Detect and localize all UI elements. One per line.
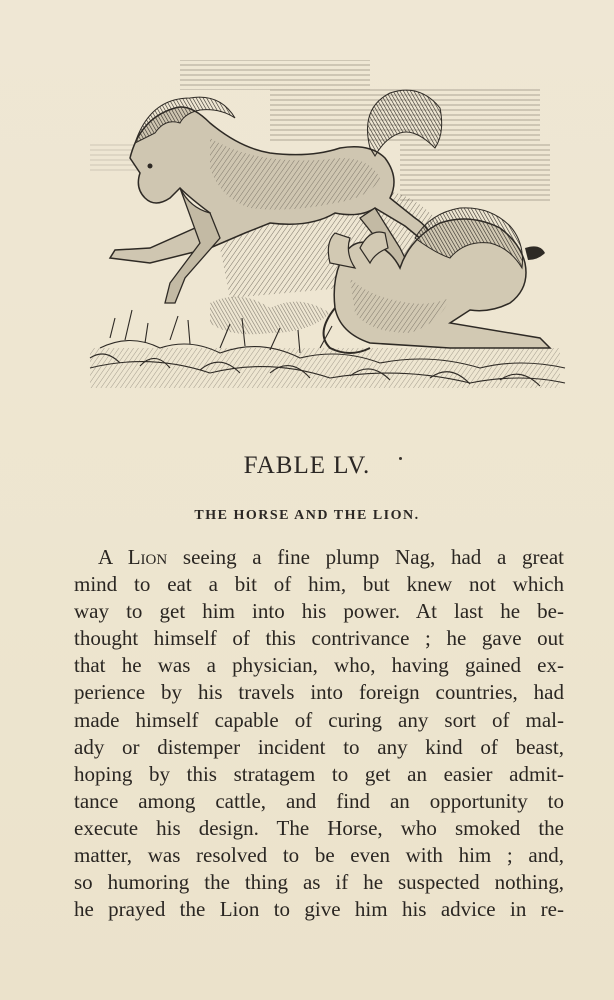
opening-line-rest: seeing a fine plump Nag, had a great bbox=[167, 545, 564, 569]
text-line: ady or distemper incident to any kind of beast, bbox=[74, 734, 564, 759]
text-line: execute his design. The Horse, who smoked the bbox=[74, 815, 564, 840]
text-line: made himself capable of curing any sort of mal- bbox=[74, 707, 564, 732]
fable-title: FABLE LV. bbox=[243, 452, 371, 479]
text-line: perience by his travels into foreign countries, had bbox=[74, 680, 564, 705]
opening-word: A bbox=[98, 545, 128, 569]
stray-ink-mark bbox=[399, 457, 402, 460]
ground-hatching bbox=[90, 348, 560, 388]
text-line: thought himself of this contrivance ; he gave out bbox=[74, 626, 564, 651]
text-line: hoping by this stratagem to get an easier admit- bbox=[74, 761, 564, 786]
text-line: that he was a physician, who, having gained ex- bbox=[74, 653, 564, 678]
opening-smallcaps-word: Lion bbox=[127, 545, 168, 569]
text-line: matter, was resolved to be even with him ; and, bbox=[74, 843, 564, 868]
text-line: tance among cattle, and find an opportunity to bbox=[74, 788, 564, 813]
text-line: mind to eat a bit of him, but knew not which bbox=[74, 572, 564, 597]
text-line-1 bbox=[74, 544, 564, 571]
text-line: way to get him into his power. At last he be- bbox=[74, 599, 564, 624]
horse-and-lion-illustration bbox=[70, 48, 570, 403]
text-line: he prayed the Lion to give him his advice in re- bbox=[74, 897, 564, 922]
fable-subtitle: THE HORSE AND THE LION. bbox=[194, 508, 420, 523]
fable-text bbox=[74, 544, 564, 923]
text-line: so humoring the thing as if he suspected nothing, bbox=[74, 870, 564, 895]
